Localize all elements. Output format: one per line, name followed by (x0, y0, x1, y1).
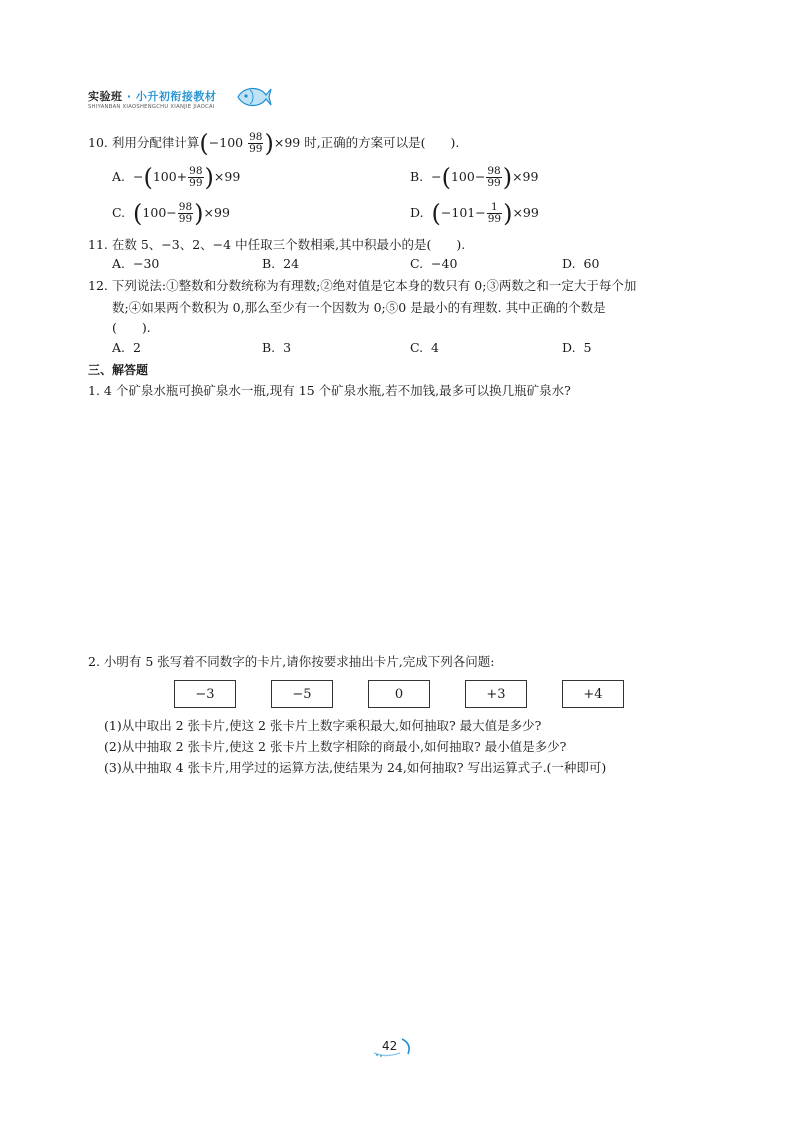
page-header (88, 84, 268, 116)
expression-text: −100 (208, 135, 244, 150)
page-number (372, 1036, 428, 1058)
number-card: +3 (465, 680, 527, 708)
page-number-text: 42 (382, 1039, 398, 1053)
option-11-a: A. −30 (112, 256, 160, 271)
option-text: −101− (440, 205, 486, 220)
option-label: A. (112, 169, 126, 184)
option-text: 100− (450, 169, 486, 184)
question-12-line2: 数;④如果两个数积为 0,那么至少有一个因数为 0;⑤0 是最小的有理数. 其中正确的个数是 (112, 300, 606, 315)
option-10-a: A. −(100+ $\frac{98}{99}$ )×99 (112, 163, 241, 192)
fraction: $\frac{98}{99}$ (487, 165, 501, 189)
option-text: ×99 (512, 169, 539, 184)
number-card: 0 (368, 680, 430, 708)
option-label: C. (112, 205, 126, 220)
fish-logo-icon (236, 84, 272, 110)
question-stem-tail: ×99 时,正确的方案可以是( ). (273, 135, 460, 150)
question-12-line3: ( ). (112, 320, 151, 335)
question-number: 11. (88, 237, 108, 252)
option-12-b: B. 3 (262, 340, 292, 355)
fraction: $\frac{1}{99}$ (487, 201, 502, 225)
question-stem: 在数 5、−3、2、−4 中任取三个数相乘,其中积最小的是( ). (111, 237, 466, 252)
option-11-c: C. −40 (410, 256, 458, 271)
problem-1: 1. 4 个矿泉水瓶可换矿泉水一瓶,现有 15 个矿泉水瓶,若不加钱,最多可以换几瓶矿泉水? (88, 383, 571, 398)
option-text: ×99 (203, 205, 230, 220)
wave-decoration-icon (372, 1036, 428, 1058)
fraction: $\frac{98}{99}$ (178, 201, 193, 225)
option-text: ×99 (213, 169, 241, 184)
question-number: 12. (88, 278, 108, 293)
option-12-a: A. 2 (112, 340, 141, 355)
question-10: 10. 利用分配律计算(−100 $\frac{98}{99}$ )×99 时,正确的方案可以是( ). (88, 129, 460, 158)
header-title (88, 88, 216, 104)
question-12-line1 (88, 277, 636, 295)
section-title: 三、解答题 (88, 363, 149, 377)
question-stem: 下列说法:①整数和分数统称为有理数;②绝对值是它本身的数只有 0;③两数之和一定大于每个加 (111, 278, 637, 293)
option-text: 100− (142, 205, 177, 220)
option-text: 100+ (152, 169, 188, 184)
option-10-d: D. (−101− $\frac{1}{99}$ )×99 (410, 199, 539, 228)
header-separator: · (126, 90, 132, 103)
option-10-b: B. −(100− $\frac{98}{99}$ )×99 (410, 163, 539, 192)
header-series: 小升初衔接教材 (135, 90, 217, 103)
number-card: −3 (174, 680, 236, 708)
question-stem: 利用分配律计算 (111, 135, 200, 150)
header-brand: 实验班 (88, 90, 123, 103)
fraction: $\frac{98}{99}$ (249, 131, 263, 155)
option-text: ×99 (512, 205, 539, 220)
problem-2: 2. 小明有 5 张写着不同数字的卡片,请你按要求抽出卡片,完成下列各问题: (88, 654, 495, 669)
question-number: 10. (88, 135, 108, 150)
sub-question-1: (1)从中取出 2 张卡片,使这 2 张卡片上数字乘积最大,如何抽取? 最大值是多少? (104, 718, 542, 733)
header-subtitle: SHIYANBAN XIAOSHENGCHU XIANJIE JIAOCAI (88, 104, 215, 110)
option-12-d: D. 5 (562, 340, 592, 355)
number-card: +4 (562, 680, 624, 708)
option-text: − (431, 169, 442, 184)
option-text: − (132, 169, 144, 184)
sub-question-3: (3)从中抽取 4 张卡片,用学过的运算方法,使结果为 24,如何抽取? 写出运算式子.(一种即可) (104, 760, 607, 775)
option-11-b: B. 24 (262, 256, 300, 271)
fraction: $\frac{98}{99}$ (189, 165, 203, 189)
option-10-c: C. (100− $\frac{98}{99}$ )×99 (112, 199, 230, 228)
option-12-c: C. 4 (410, 340, 439, 355)
sub-question-2: (2)从中抽取 2 张卡片,使这 2 张卡片上数字相除的商最小,如何抽取? 最小值是多少? (104, 739, 567, 754)
option-label: B. (410, 169, 424, 184)
question-11 (88, 236, 465, 254)
option-11-d: D. 60 (562, 256, 600, 271)
number-card: −5 (271, 680, 333, 708)
option-label: D. (410, 205, 424, 220)
